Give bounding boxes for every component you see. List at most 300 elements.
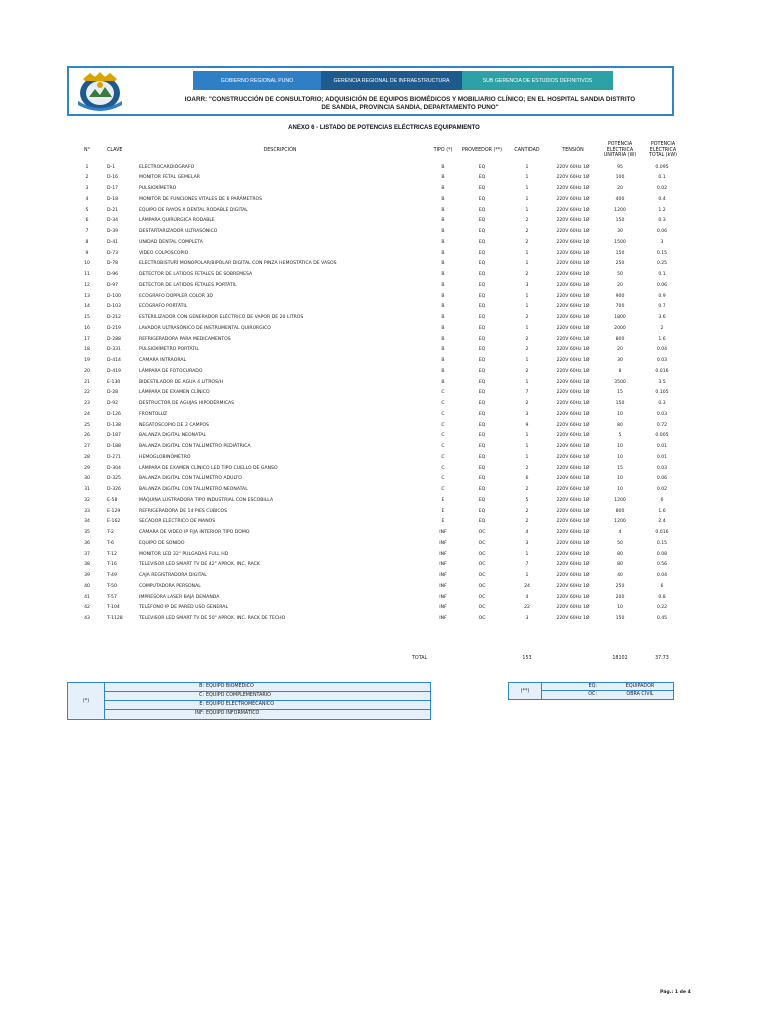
row-tipo: B	[441, 272, 445, 277]
row-cantidad: 1	[525, 250, 529, 256]
row-descripcion: MONITOR DE FUNCIONES VITALES DE 6 PARÁMETROS	[139, 196, 263, 202]
row-proveedor: OC	[478, 605, 486, 611]
legend-proveedor-label: (**)	[509, 683, 542, 699]
row-proveedor: EQ	[478, 487, 486, 492]
row-cantidad: 6	[525, 476, 529, 482]
row-tipo: B	[441, 218, 445, 224]
legend-desc: EQUIPO INFORMÁTICO	[206, 711, 260, 716]
row-tension: 220V 60Hz 1Ø	[556, 229, 590, 234]
row-potencia-unitaria: 3500	[614, 379, 626, 385]
row-tension: 220V 60Hz 1Ø	[556, 272, 590, 277]
row-potencia-unitaria: 20	[617, 186, 623, 191]
table-row	[0, 453, 768, 464]
row-potencia-unitaria: 1200	[614, 207, 626, 213]
row-potencia-total: 0.72	[656, 422, 668, 428]
row-tension: 220V 60Hz 1Ø	[556, 562, 590, 568]
row-tipo: E	[441, 508, 445, 514]
header-pt-1: POTENCIA	[650, 142, 676, 147]
row-potencia-unitaria: 1200	[614, 519, 626, 525]
row-number: 6	[85, 218, 89, 224]
row-number: 27	[84, 444, 90, 449]
row-potencia-unitaria: 10	[617, 454, 623, 460]
row-descripcion: DETECTOR DE LATIDOS FETALES PORTÁTIL	[139, 282, 237, 288]
row-potencia-unitaria: 15	[617, 390, 623, 396]
row-cantidad: 2	[525, 239, 529, 245]
row-tipo: C	[441, 476, 445, 482]
row-clave: D-219	[107, 325, 121, 331]
header-clave: CLAVE	[107, 148, 123, 153]
row-number: 8	[85, 239, 89, 245]
row-cantidad: 2	[525, 272, 529, 277]
row-descripcion: BALANZA DIGITAL CON TALLÍMETRO NEONATAL	[139, 487, 248, 492]
row-tipo: C	[441, 454, 445, 460]
table-row	[0, 367, 768, 378]
row-number: 30	[84, 476, 90, 482]
table-row	[0, 335, 768, 346]
row-tension: 220V 60Hz 1Ø	[556, 594, 590, 600]
row-potencia-unitaria: 30	[617, 358, 623, 363]
row-potencia-unitaria: 200	[615, 594, 625, 600]
row-number: 43	[84, 616, 90, 621]
row-cantidad: 7	[525, 562, 529, 568]
row-descripcion: REFRIGERADORA PARA MEDICAMENTOS	[139, 336, 231, 342]
row-cantidad: 1	[525, 433, 529, 439]
row-clave: D-17	[107, 186, 119, 191]
row-potencia-unitaria: 8	[618, 368, 622, 374]
row-potencia-unitaria: 1500	[614, 239, 626, 245]
row-potencia-total: 0.25	[656, 261, 668, 267]
row-number: 29	[84, 465, 90, 471]
project-title-line2: DE SANDIA, PROVINCIA SANDIA, DEPARTAMENTO PUNO"	[321, 104, 499, 111]
row-proveedor: EQ	[478, 336, 486, 342]
tab-subgerencia-estudios: SUB GERENCIA DE ESTUDIOS DEFINITIVOS	[462, 71, 613, 90]
row-tension: 220V 60Hz 1Ø	[556, 218, 590, 224]
legend-desc: EQUIPADOR	[625, 684, 655, 689]
row-proveedor: EQ	[478, 196, 486, 202]
row-potencia-unitaria: 100	[615, 175, 625, 181]
row-cantidad: 3	[525, 282, 529, 288]
table-row	[0, 614, 768, 625]
row-clave: D-100	[107, 293, 121, 299]
row-potencia-total: 0.4	[658, 196, 666, 202]
row-tipo: B	[441, 261, 445, 267]
row-potencia-unitaria: 80	[617, 422, 623, 428]
row-potencia-total: 0.15	[656, 540, 668, 546]
row-number: 3	[85, 186, 89, 191]
table-row	[0, 173, 768, 184]
row-descripcion: UNIDAD DENTAL COMPLETA	[139, 239, 203, 245]
row-tension: 220V 60Hz 1Ø	[556, 336, 590, 342]
row-potencia-total: 0.45	[656, 616, 668, 621]
row-proveedor: EQ	[478, 325, 486, 331]
row-tension: 220V 60Hz 1Ø	[556, 325, 590, 331]
row-potencia-total: 0.04	[656, 347, 668, 353]
table-row	[0, 507, 768, 518]
row-tipo: B	[441, 229, 445, 234]
row-number: 13	[84, 293, 90, 299]
row-proveedor: EQ	[478, 411, 486, 417]
row-cantidad: 2	[525, 487, 529, 492]
legend-tipo-row	[104, 683, 430, 692]
row-number: 34	[84, 519, 90, 525]
table-row	[0, 281, 768, 292]
row-clave: T-104	[107, 605, 120, 611]
row-tension: 220V 60Hz 1Ø	[556, 540, 590, 546]
row-tipo: INF	[439, 605, 447, 611]
row-proveedor: EQ	[478, 218, 486, 224]
row-descripcion: ESTERILIZADOR CON GENERADOR ELÉCTRICO DE VAPOR DE 20 LITROS	[139, 315, 304, 320]
row-cantidad: 1	[525, 454, 529, 460]
table-row	[0, 410, 768, 421]
table-row	[0, 485, 768, 496]
row-tension: 220V 60Hz 1Ø	[556, 282, 590, 288]
legend-tipo-label: (*)	[68, 683, 105, 719]
row-cantidad: 1	[525, 573, 529, 578]
table-row	[0, 216, 768, 227]
row-potencia-total: 0.3	[658, 401, 666, 406]
annex-title: ANEXO 6 - LISTADO DE POTENCIAS ELÉCTRICAS EQUIPAMIENTO	[288, 125, 480, 131]
legend-code: E:	[199, 702, 204, 707]
row-proveedor: EQ	[478, 239, 486, 245]
row-proveedor: OC	[478, 583, 486, 589]
table-row	[0, 195, 768, 206]
row-potencia-total: 0.005	[655, 433, 669, 439]
row-clave: D-39	[107, 229, 119, 234]
row-potencia-unitaria: 700	[615, 304, 625, 310]
row-descripcion: DESTARTARIZADOR ULTRASÓNICO	[139, 229, 218, 234]
row-descripcion: ECÓGRAFO DOPPLER COLOR 3D	[139, 293, 213, 299]
row-clave: D-78	[107, 261, 119, 267]
table-row	[0, 399, 768, 410]
row-proveedor: EQ	[478, 454, 486, 460]
row-clave: T-49	[107, 573, 117, 578]
header-tabs	[193, 71, 613, 90]
row-clave: T-50	[107, 583, 117, 589]
row-descripcion: CÁMARA INTRAORAL	[139, 358, 187, 363]
row-potencia-unitaria: 20	[617, 347, 623, 353]
row-potencia-total: 0.9	[658, 293, 666, 299]
row-clave: D-96	[107, 272, 119, 277]
table-row	[0, 539, 768, 550]
row-descripcion: FRONTOLUZ	[139, 411, 168, 417]
row-cantidad: 24	[524, 583, 530, 589]
row-clave: D-325	[107, 476, 121, 482]
row-cantidad: 1	[525, 175, 529, 181]
total-quantity: 153	[522, 656, 532, 661]
row-tipo: C	[441, 487, 445, 492]
row-potencia-unitaria: 95	[617, 164, 623, 170]
row-number: 33	[84, 508, 90, 514]
row-descripcion: TELEVISOR LED SMART TV DE 42" APROX. INC. RACK	[139, 562, 260, 568]
row-proveedor: EQ	[478, 476, 486, 482]
header-tipo: TIPO (*)	[433, 148, 453, 153]
row-tension: 220V 60Hz 1Ø	[556, 315, 590, 320]
row-number: 11	[84, 272, 90, 277]
row-cantidad: 2	[525, 519, 529, 525]
row-potencia-total: 2.4	[658, 519, 666, 525]
table-row	[0, 324, 768, 335]
row-cantidad: 7	[525, 390, 529, 396]
table-row	[0, 184, 768, 195]
row-number: 9	[85, 250, 89, 256]
row-clave: D-288	[107, 336, 121, 342]
tab-gerencia-infraestructura: GERENCIA REGIONAL DE INFRAESTRUCTURA	[321, 71, 462, 90]
row-clave: T-2	[107, 530, 114, 535]
total-row	[0, 653, 768, 664]
row-potencia-unitaria: 80	[617, 551, 623, 557]
row-clave: D-304	[107, 465, 121, 471]
row-cantidad: 1	[525, 164, 529, 170]
row-potencia-unitaria: 5	[618, 433, 622, 439]
row-cantidad: 9	[525, 422, 529, 428]
row-cantidad: 3	[525, 540, 529, 546]
row-potencia-total: 0.08	[656, 551, 668, 557]
legend-tipo-row	[104, 701, 430, 710]
row-proveedor: EQ	[478, 207, 486, 213]
row-clave: T-1128	[107, 616, 123, 621]
row-proveedor: EQ	[478, 358, 486, 363]
row-proveedor: EQ	[478, 519, 486, 525]
row-tipo: C	[441, 411, 445, 417]
row-proveedor: EQ	[478, 304, 486, 310]
row-tension: 220V 60Hz 1Ø	[556, 497, 590, 503]
table-row	[0, 464, 768, 475]
row-descripcion: EQUIPO DE RAYOS X DENTAL RODABLE DIGITAL	[139, 207, 248, 213]
row-cantidad: 1	[525, 444, 529, 449]
page-number: Pág.: 1 de 4	[660, 990, 691, 995]
table-row	[0, 496, 768, 507]
row-number: 35	[84, 530, 90, 535]
row-clave: D-414	[107, 358, 121, 363]
row-proveedor: EQ	[478, 282, 486, 288]
header-pu-3: UNITARIA (W)	[603, 153, 637, 158]
table-row	[0, 593, 768, 604]
row-potencia-total: 0.1	[658, 175, 666, 181]
row-potencia-unitaria: 1200	[614, 497, 626, 503]
row-descripcion: IMPRESORA LASER BAJA DEMANDA	[139, 594, 220, 600]
row-tipo: INF	[439, 594, 447, 600]
row-clave: D-326	[107, 487, 121, 492]
row-tipo: C	[441, 433, 445, 439]
row-cantidad: 2	[525, 347, 529, 353]
row-clave: D-271	[107, 454, 121, 460]
row-tension: 220V 60Hz 1Ø	[556, 444, 590, 449]
row-potencia-unitaria: 150	[615, 616, 625, 621]
row-tension: 220V 60Hz 1Ø	[556, 261, 590, 267]
row-tipo: INF	[439, 573, 447, 578]
row-tension: 220V 60Hz 1Ø	[556, 508, 590, 514]
row-descripcion: CAJA REGISTRADORA DIGITAL	[139, 573, 207, 578]
row-potencia-total: 1.6	[658, 336, 666, 342]
row-potencia-unitaria: 50	[617, 272, 623, 277]
row-proveedor: EQ	[478, 390, 486, 396]
row-proveedor: EQ	[478, 250, 486, 256]
table-row	[0, 313, 768, 324]
row-cantidad: 3	[525, 616, 529, 621]
row-descripcion: PULSIOXÍMETRO	[139, 186, 177, 191]
row-potencia-total: 0.1	[658, 272, 666, 277]
row-tension: 220V 60Hz 1Ø	[556, 476, 590, 482]
row-tipo: INF	[439, 562, 447, 568]
row-tipo: B	[441, 379, 445, 385]
table-row	[0, 603, 768, 614]
row-proveedor: EQ	[478, 497, 486, 503]
row-tension: 220V 60Hz 1Ø	[556, 465, 590, 471]
row-number: 7	[85, 229, 89, 234]
row-proveedor: OC	[478, 530, 486, 535]
legend-tipo	[67, 682, 431, 720]
row-proveedor: EQ	[478, 315, 486, 320]
row-clave: T-57	[107, 594, 117, 600]
row-clave: D-73	[107, 250, 119, 256]
row-number: 10	[84, 261, 90, 267]
row-descripcion: COMPUTADORA PERSONAL	[139, 583, 201, 589]
row-potencia-unitaria: 150	[615, 401, 625, 406]
row-cantidad: 1	[525, 551, 529, 557]
row-tipo: INF	[439, 540, 447, 546]
table-row	[0, 270, 768, 281]
row-cantidad: 1	[525, 207, 529, 213]
row-clave: T-12	[107, 551, 117, 557]
row-potencia-total: 0.22	[656, 605, 668, 611]
row-tension: 220V 60Hz 1Ø	[556, 368, 590, 374]
row-clave: E-58	[107, 497, 118, 503]
row-potencia-unitaria: 900	[615, 293, 625, 299]
row-tipo: B	[441, 250, 445, 256]
row-descripcion: ECÓGRAFO PORTÁTIL	[139, 304, 188, 310]
row-potencia-total: 0.03	[656, 465, 668, 471]
header-proveedor: PROVEEDOR (**)	[461, 148, 503, 153]
legend-proveedor-row	[541, 683, 673, 691]
row-tipo: B	[441, 368, 445, 374]
row-number: 5	[85, 207, 89, 213]
row-cantidad: 1	[525, 293, 529, 299]
row-proveedor: EQ	[478, 422, 486, 428]
tab-gobierno-regional: GOBIERNO REGIONAL PUNO	[193, 71, 321, 90]
table-row	[0, 421, 768, 432]
row-clave: D-28	[107, 390, 119, 396]
row-potencia-unitaria: 10	[617, 487, 623, 492]
row-tension: 220V 60Hz 1Ø	[556, 422, 590, 428]
row-potencia-total: 0.06	[656, 229, 668, 234]
legend-code: INF:	[194, 711, 204, 716]
row-potencia-unitaria: 80	[617, 562, 623, 568]
table-row	[0, 378, 768, 389]
row-potencia-total: 6	[660, 583, 664, 589]
row-cantidad: 2	[525, 229, 529, 234]
row-number: 40	[84, 583, 90, 589]
row-potencia-unitaria: 800	[615, 336, 625, 342]
row-proveedor: EQ	[478, 272, 486, 277]
row-clave: D-126	[107, 411, 121, 417]
legend-desc: EQUIPO ELECTROMECÁNICO	[206, 702, 274, 707]
row-descripcion: DETECTOR DE LATIDOS FETALES DE SOBREMESA	[139, 272, 253, 277]
legend-tipo-row	[104, 692, 430, 701]
row-descripcion: LÁMPARA QUIRÚRGICA RODABLE	[139, 218, 215, 224]
row-tension: 220V 60Hz 1Ø	[556, 454, 590, 460]
table-row	[0, 474, 768, 485]
row-tipo: B	[441, 293, 445, 299]
row-tension: 220V 60Hz 1Ø	[556, 519, 590, 525]
row-potencia-total: 0.06	[656, 476, 668, 482]
project-title-line1: IOARR: "CONSTRUCCIÓN DE CONSULTORIO; ADQUISICIÓN DE EQUIPOS BIOMÉDICOS Y MOBILIARIO CLÍNICO; EN EL HOSPITAL SANDIA DISTRITO	[184, 96, 636, 103]
row-proveedor: EQ	[478, 229, 486, 234]
row-tension: 220V 60Hz 1Ø	[556, 347, 590, 353]
row-potencia-total: 1.2	[658, 207, 666, 213]
row-tension: 220V 60Hz 1Ø	[556, 175, 590, 181]
row-cantidad: 3	[525, 411, 529, 417]
row-tension: 220V 60Hz 1Ø	[556, 401, 590, 406]
table-row	[0, 550, 768, 561]
row-proveedor: OC	[478, 562, 486, 568]
row-number: 20	[84, 368, 90, 374]
row-descripcion: LAVADOR ULTRASÓNICO DE INSTRUMENTAL QUIRÚRGICO	[139, 325, 271, 331]
legend-desc: OBRA CIVIL	[626, 692, 654, 697]
document-header	[67, 66, 674, 116]
row-tipo: C	[441, 401, 445, 406]
table-row	[0, 238, 768, 249]
row-cantidad: 2	[525, 401, 529, 406]
row-descripcion: VIDEO COLPOSCOPIO	[139, 250, 189, 256]
row-clave: D-18	[107, 196, 119, 202]
row-potencia-unitaria: 400	[615, 196, 625, 202]
row-clave: D-103	[107, 304, 121, 310]
row-number: 19	[84, 358, 90, 363]
row-cantidad: 5	[525, 497, 529, 503]
row-proveedor: EQ	[478, 379, 486, 385]
row-potencia-total: 0.095	[655, 164, 669, 170]
row-potencia-total: 3.6	[658, 315, 666, 320]
table-row	[0, 249, 768, 260]
table-row	[0, 517, 768, 528]
row-cantidad: 1	[525, 186, 529, 191]
row-number: 39	[84, 573, 90, 578]
header-pt-2: ELÉCTRICA	[649, 147, 677, 153]
row-potencia-total: 0.03	[656, 358, 668, 363]
row-cantidad: 1	[525, 261, 529, 267]
table-row	[0, 259, 768, 270]
row-number: 15	[84, 315, 90, 320]
row-clave: D-419	[107, 368, 121, 374]
row-cantidad: 22	[524, 605, 530, 611]
row-descripcion: BIDESTILADOR DE AGUA 4 LITROS/H	[139, 379, 223, 385]
row-potencia-unitaria: 250	[615, 583, 625, 589]
row-cantidad: 1	[525, 358, 529, 363]
row-number: 17	[84, 336, 90, 342]
row-tipo: C	[441, 390, 445, 396]
row-cantidad: 2	[525, 336, 529, 342]
row-potencia-total: 0.02	[656, 487, 668, 492]
row-descripcion: MONITOR LED 32" PULGADAS FULL HD	[139, 551, 229, 557]
row-clave: D-188	[107, 444, 121, 449]
header-pt-3: TOTAL (kW)	[648, 153, 677, 158]
row-potencia-total: 1.6	[658, 508, 666, 514]
row-potencia-unitaria: 10	[617, 411, 623, 417]
legend-code: C:	[199, 693, 204, 698]
row-tension: 220V 60Hz 1Ø	[556, 196, 590, 202]
row-descripcion: BALANZA DIGITAL CON TALLÍMETRO PEDIÁTRICA	[139, 444, 251, 449]
row-potencia-total: 0.01	[656, 444, 668, 449]
row-number: 37	[84, 551, 90, 557]
row-clave: E-162	[107, 519, 121, 525]
row-tipo: B	[441, 347, 445, 353]
row-number: 26	[84, 433, 90, 439]
row-cantidad: 1	[525, 304, 529, 310]
row-potencia-unitaria: 1800	[614, 315, 626, 320]
header-cantidad: CANTIDAD	[514, 148, 540, 153]
row-tension: 220V 60Hz 1Ø	[556, 304, 590, 310]
row-proveedor: EQ	[478, 261, 486, 267]
